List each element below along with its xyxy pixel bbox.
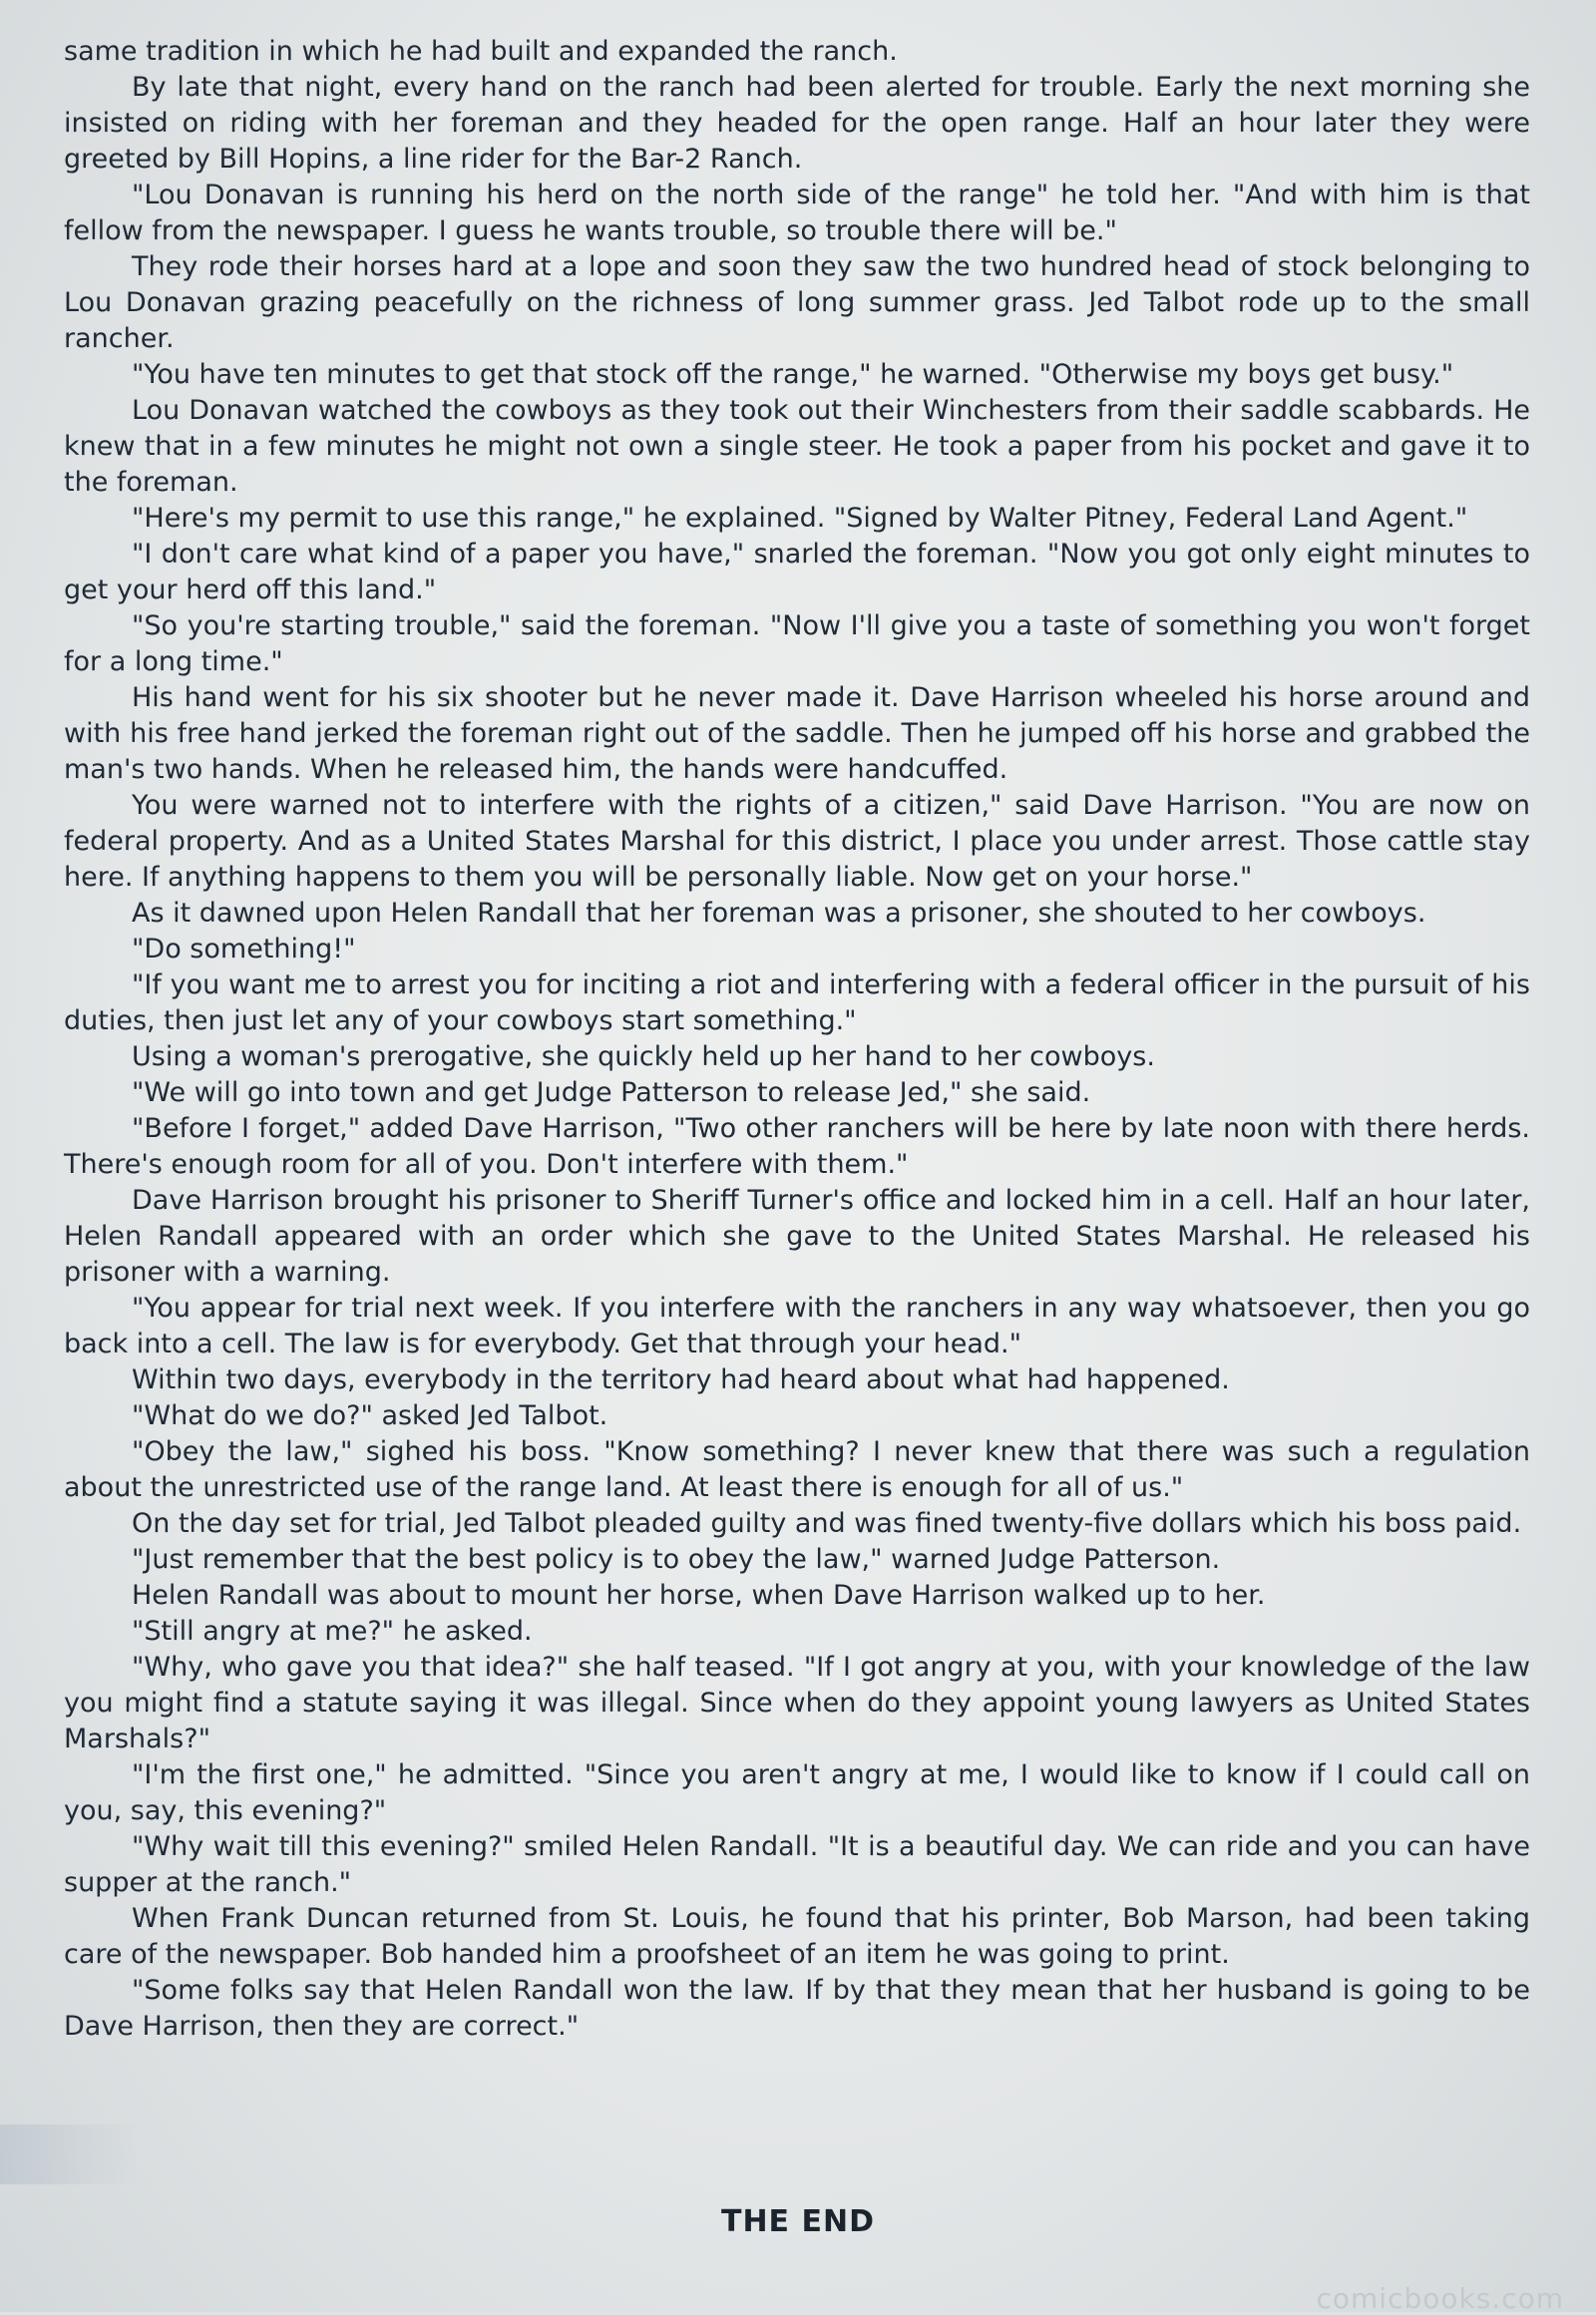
story-paragraph: "Here's my permit to use this range," he explained. "Signed by Walter Pitney, Federal Land Agent." — [132, 503, 1468, 534]
story-paragraph: Dave Harrison brought his prisoner to Sheriff Turner's office and locked him in a cell. Half an hour later, Helen Randall appeared with an order which she gave to the United States Marshal. He released his prisoner with a warning. — [64, 1185, 1530, 1288]
story-paragraph: "Still angry at me?" he asked. — [132, 1616, 533, 1647]
story-paragraph: same tradition in which he had built and expanded the ranch. — [64, 36, 898, 67]
story-paragraph: "We will go into town and get Judge Patterson to release Jed," she said. — [132, 1077, 1091, 1108]
story-text-block — [64, 34, 1530, 2045]
story-paragraph: They rode their horses hard at a lope and soon they saw the two hundred head of stock belonging to Lou Donavan grazing peacefully on the richness of long summer grass. Jed Talbot rode up to the small rancher. — [64, 251, 1530, 354]
watermark: comicbooks.com — [1316, 2282, 1564, 2315]
story-paragraph: Helen Randall was about to mount her horse, when Dave Harrison walked up to her. — [132, 1580, 1266, 1611]
story-paragraph: Within two days, everybody in the territory had heard about what had happened. — [132, 1364, 1230, 1395]
story-paragraph: "Before I forget," added Dave Harrison, "Two other ranchers will be here by late noon with there herds. There's enough room for all of you. Don't interfere with them." — [64, 1113, 1530, 1180]
story-paragraph: By late that night, every hand on the ranch had been alerted for trouble. Early the next morning she insisted on riding with her foreman and they headed for the open range. Half an hour later they were greeted by Bill Hopins, a line rider for the Bar-2 Ranch. — [64, 72, 1530, 175]
story-paragraph: "Just remember that the best policy is to obey the law," warned Judge Patterson. — [132, 1544, 1221, 1575]
story-paragraph: "Some folks say that Helen Randall won the law. If by that they mean that her husband is going to be Dave Harrison, then they are correct." — [64, 1975, 1530, 2042]
story-paragraph: "What do we do?" asked Jed Talbot. — [132, 1400, 608, 1431]
the-end-label: THE END — [720, 2204, 875, 2239]
story-paragraph: Using a woman's prerogative, she quickly held up her hand to her cowboys. — [132, 1041, 1155, 1072]
story-paragraph: "Obey the law," sighed his boss. "Know something? I never knew that there was such a regulation about the unrestricted use of the range land. At least there is enough for all of us." — [64, 1436, 1530, 1503]
story-paragraph: "You have ten minutes to get that stock off the range," he warned. "Otherwise my boys get busy." — [132, 359, 1454, 390]
story-paragraph: "Why wait till this evening?" smiled Helen Randall. "It is a beautiful day. We can ride and you can have supper at the ranch." — [64, 1831, 1530, 1898]
story-paragraph: "So you're starting trouble," said the foreman. "Now I'll give you a taste of something you won't forget for a long time." — [64, 610, 1530, 677]
story-paragraph: His hand went for his six shooter but he never made it. Dave Harrison wheeled his horse around and with his free hand jerked the foreman right out of the saddle. Then he jumped off his horse and grabbed the man's two hands. When he released him, the hands were handcuffed. — [64, 682, 1530, 785]
story-paragraph: "Do something!" — [132, 934, 356, 965]
story-paragraph: On the day set for trial, Jed Talbot pleaded guilty and was fined twenty-five dollars which his boss paid. — [132, 1508, 1522, 1539]
story-paragraph: "I don't care what kind of a paper you have," snarled the foreman. "Now you got only eight minutes to get your herd off this land." — [64, 539, 1530, 605]
story-paragraph: "If you want me to arrest you for inciting a riot and interfering with a federal officer in the pursuit of his duties, then just let any of your cowboys start something." — [64, 969, 1530, 1036]
page-stain — [0, 2124, 140, 2184]
story-paragraph: "Lou Donavan is running his herd on the north side of the range" he told her. "And with him is that fellow from the newspaper. I guess he wants trouble, so trouble there will be." — [64, 180, 1530, 246]
story-paragraph: Lou Donavan watched the cowboys as they took out their Winchesters from their saddle scabbards. He knew that in a few minutes he might not own a single steer. He took a paper from his pocket and gave it to the foreman. — [64, 395, 1530, 498]
story-paragraph: "You appear for trial next week. If you interfere with the ranchers in any way whatsoever, then you go back into a cell. The law is for everybody. Get that through your head." — [64, 1293, 1530, 1359]
story-paragraph: "Why, who gave you that idea?" she half teased. "If I got angry at you, with your knowledge of the law you might find a statute saying it was illegal. Since when do they appoint young lawyers as United States Marshals?" — [64, 1652, 1530, 1754]
story-paragraph: "I'm the first one," he admitted. "Since you aren't angry at me, I would like to know if I could call on you, say, this evening?" — [64, 1759, 1530, 1826]
story-paragraph: As it dawned upon Helen Randall that her foreman was a prisoner, she shouted to her cowboys. — [132, 898, 1426, 929]
story-paragraph: When Frank Duncan returned from St. Louis, he found that his printer, Bob Marson, had been taking care of the newspaper. Bob handed him a proofsheet of an item he was going to print. — [64, 1903, 1530, 1970]
story-paragraph: You were warned not to interfere with the rights of a citizen," said Dave Harrison. "You are now on federal property. And as a United States Marshal for this district, I place you under arrest. Those cattle stay here. If anything happens to them you will be personally liable. Now get on your horse." — [64, 790, 1530, 893]
